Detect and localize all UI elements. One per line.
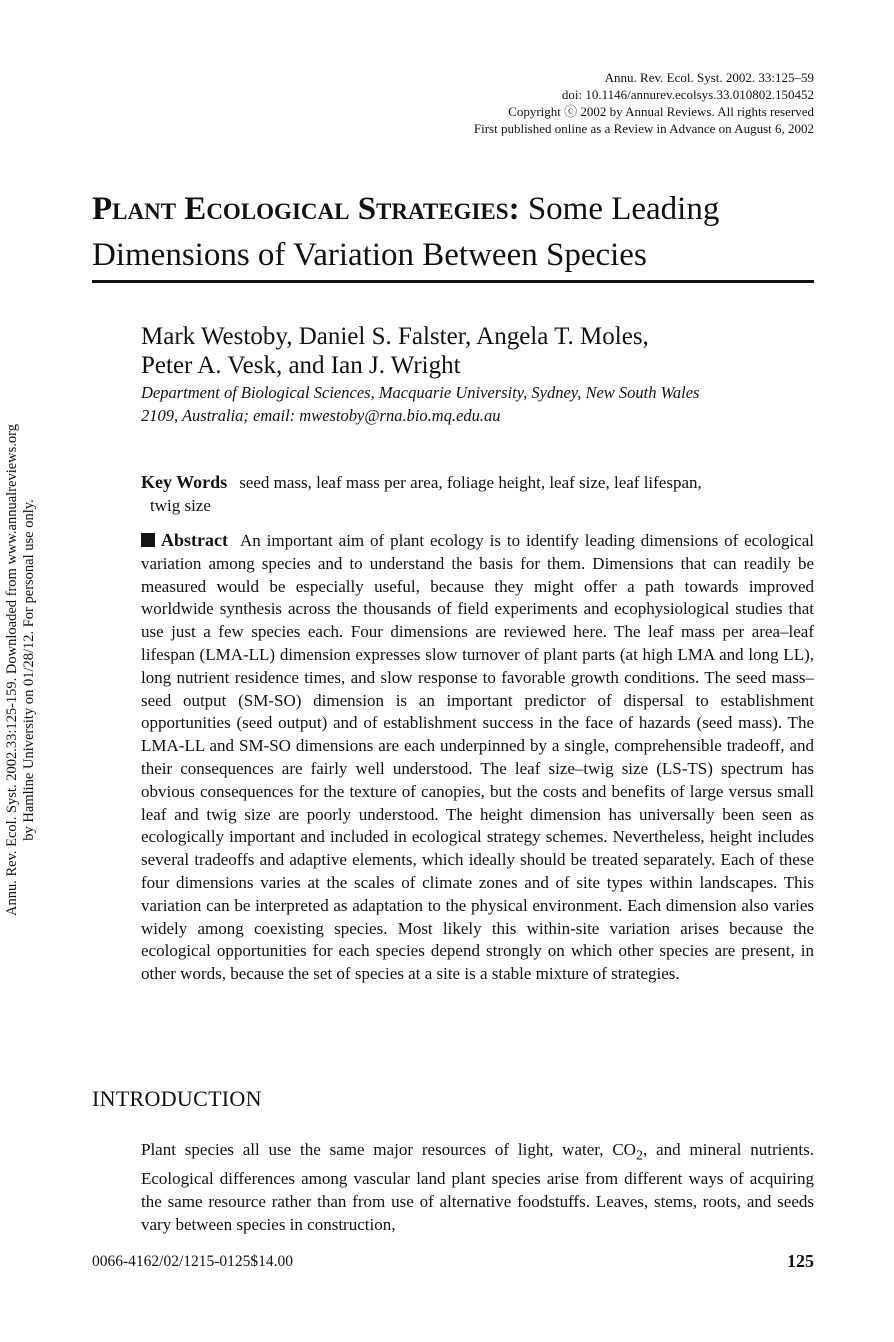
- square-bullet-icon: [141, 533, 155, 547]
- intro-text-part-1: Plant species all use the same major resources of light, water, CO: [141, 1140, 636, 1159]
- title-rule: [92, 280, 814, 283]
- abstract-label: Abstract: [161, 530, 228, 550]
- keywords-label: Key Words: [141, 472, 228, 492]
- authors-line-2: Peter A. Vesk, and Ian J. Wright: [141, 352, 461, 379]
- authors-line-1: Mark Westoby, Daniel S. Falster, Angela T. Moles,: [141, 323, 649, 350]
- co2-subscript: 2: [635, 1147, 644, 1164]
- title-sub: Some Leading Dimensions of Variation Between Species: [92, 191, 720, 273]
- journal-header: [474, 69, 814, 137]
- title-main: Plant Ecological Strategies:: [92, 191, 520, 227]
- author-list: [141, 322, 821, 380]
- keywords: [141, 471, 814, 517]
- abstract-text: An important aim of plant ecology is to identify leading dimensions of ecological variation among species and to understand the basis for them. Dimensions that can readily be measured would be especially useful, because they might offer a path towards improved worldwide synthesis across the thousands of field experiments and ecophysiological studies that use just a few species each. Four dimensions are reviewed here. The leaf mass per area–leaf lifespan (LMA-LL) dimension expresses slow turnover of plant parts (at high LMA and long LL), long nutrient residence times, and slow response to favorable growth conditions. The seed mass–seed output (SM-SO) dimension is an important predictor of dispersal to establishment opportunities (seed output) and of establishment success in the face of hazards (seed mass). The LMA-LL and SM-SO dimensions are each underpinned by a single, comprehensible tradeoff, and their consequences are fairly well understood. The leaf size–twig size (LS-TS) spectrum has obvious consequences for the texture of canopies, but the costs and benefits of large versus small leaf and twig size are poorly understood. The height dimension has universally been seen as ecologically important and included in ecological strategy schemes. Nevertheless, height includes several tradeoffs and adaptive elements, which ideally should be treated separately. Each of these four dimensions varies at the scales of climate zones and of site types within landscapes. This variation can be interpreted as adaptation to the physical environment. Each dimension also varies widely among coexisting species. Most likely this within-site variation arises because the ecological opportunities for each species depend strongly on which other species are present, in other words, because the set of species at a site is a stable mixture of strategies.: [141, 531, 814, 984]
- article-title: [92, 186, 814, 278]
- published-line: First published online as a Review in Advance on August 6, 2002: [473, 121, 814, 136]
- keywords-text: seed mass, leaf mass per area, foliage height, leaf size, leaf lifespan,: [239, 473, 702, 492]
- journal-citation: Annu. Rev. Ecol. Syst. 2002. 33:125–59: [604, 70, 814, 85]
- issn-price: 0066-4162/02/1215-0125$14.00: [92, 1253, 294, 1270]
- copyright-line: Copyright ⓒ 2002 by Annual Reviews. All rights reserved: [508, 104, 814, 119]
- affiliation-line-1: Department of Biological Sciences, Macquarie University, Sydney, New South Wales: [141, 383, 700, 402]
- intro-text-part-2: , and mineral nutrients. Ecological differences among vascular land plant species arise from different ways of acquiring the same resource rather than from use of alternative foodstuffs. Leaves, stems, roots, and seeds vary between species in construction,: [141, 1140, 814, 1235]
- watermark-line-2: by Hamline University on 01/28/12. For personal use only.: [21, 499, 37, 841]
- doi-line: doi: 10.1146/annurev.ecolsys.33.010802.150452: [561, 87, 814, 102]
- keywords-text-continued: twig size: [150, 496, 211, 515]
- download-watermark: [4, 385, 44, 955]
- affiliation: [141, 381, 821, 427]
- page-number: 125: [787, 1251, 814, 1271]
- affiliation-line-2: 2109, Australia; email: mwestoby@rna.bio.mq.edu.au: [141, 406, 501, 425]
- introduction-paragraph: [141, 1138, 814, 1236]
- watermark-line-1: Annu. Rev. Ecol. Syst. 2002.33:125-159. Downloaded from www.annualreviews.org: [4, 424, 20, 916]
- section-heading-introduction: INTRODUCTION: [92, 1086, 262, 1111]
- abstract: [141, 529, 814, 986]
